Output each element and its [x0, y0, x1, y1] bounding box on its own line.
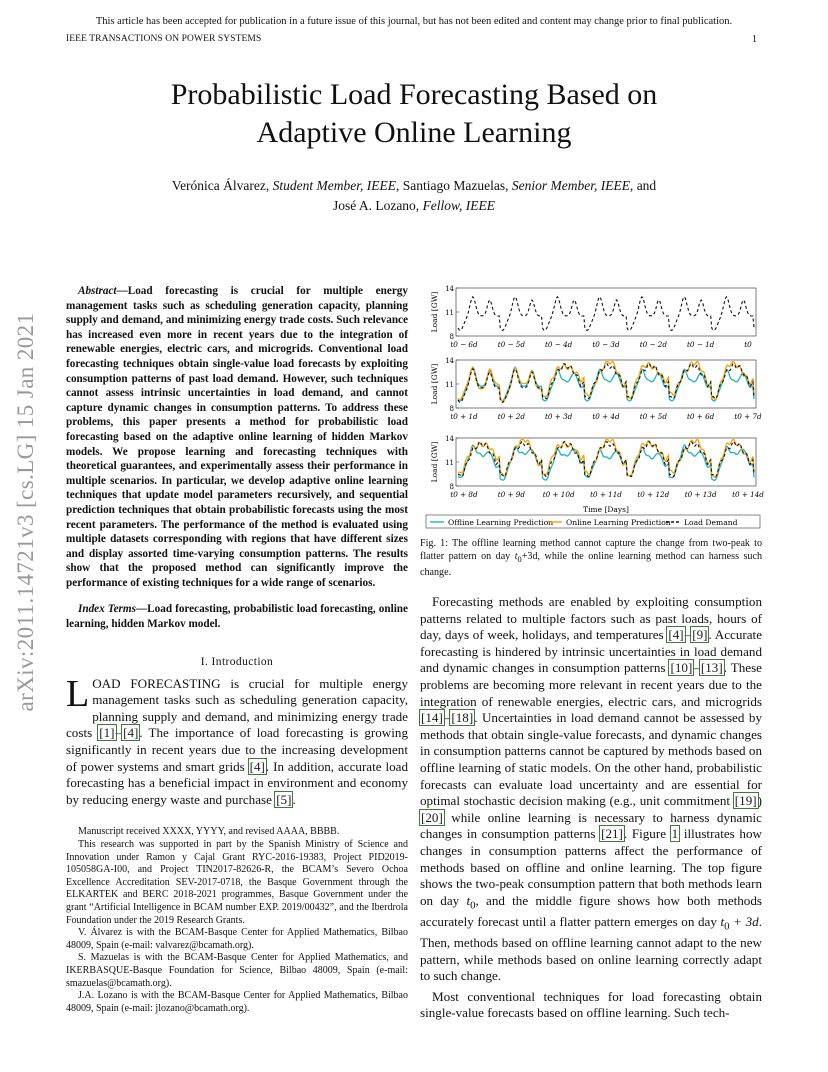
- author-list: [0, 176, 828, 216]
- x-axis-label: Time [Days]: [583, 505, 629, 514]
- body-paragraph: Most conventional techniques for load forecasting obtain single-value forecasts based on offline learning. Such tech-: [420, 988, 762, 1021]
- online-series-line: [458, 440, 754, 478]
- figure-link[interactable]: 1: [671, 826, 679, 842]
- demand-series-line: [458, 442, 754, 477]
- x-tick-label: t0 − 1d: [687, 340, 715, 349]
- x-tick-label: t0 − 5d: [497, 340, 525, 349]
- x-tick-label: t0 − 6d: [450, 340, 478, 349]
- x-tick-label: t0 + 13d: [684, 490, 717, 499]
- legend-label: Offline Learning Prediction: [448, 518, 554, 527]
- author-1: Verónica Álvarez,: [171, 178, 273, 193]
- footnotes: [66, 826, 408, 1015]
- citation-link[interactable]: [1]: [99, 725, 115, 741]
- author-2-role: Senior Member, IEEE,: [511, 178, 634, 193]
- y-tick-label: 8: [449, 483, 454, 491]
- y-tick-label: 11: [445, 381, 454, 389]
- x-tick-label: t0 + 8d: [450, 490, 478, 499]
- drop-cap: L: [66, 672, 90, 715]
- citation-link[interactable]: [10]: [670, 660, 693, 676]
- demand-series-line: [458, 297, 754, 331]
- citation-link[interactable]: [18]: [451, 710, 474, 726]
- publication-notice: This article has been accepted for publication in a future issue of this journal, but has not been edited and content may change prior to final publication.: [95, 16, 733, 27]
- x-tick-label: t0 + 3d: [545, 412, 573, 421]
- x-tick-label: t0 − 3d: [592, 340, 620, 349]
- y-tick-label: 11: [445, 459, 454, 467]
- title-line-1: Probabilistic Load Forecasting Based on: [170, 78, 658, 111]
- author-3: José A. Lozano,: [332, 198, 423, 213]
- x-tick-label: t0 + 7d: [734, 412, 762, 421]
- footnote: S. Mazuelas is with the BCAM-Basque Center for Applied Mathematics, and IKERBASQUE-Basque Foundation for Science, Bilbao 48009, Spain (e-mail: smazuelas@bcamath.org).: [66, 952, 408, 989]
- right-column: [420, 594, 762, 1022]
- citation-link[interactable]: [13]: [700, 660, 723, 676]
- citation-link[interactable]: [4]: [123, 725, 139, 741]
- section-heading: I. Introduction: [200, 655, 274, 668]
- x-tick-label: t0 + 9d: [497, 490, 525, 499]
- footnote: V. Álvarez is with the BCAM-Basque Center for Applied Mathematics, Bilbao 48009, Spain (e-mail: valvarez@bcamath.org).: [66, 927, 408, 951]
- y-tick-label: 14: [445, 435, 454, 443]
- y-axis-label: Load [GW]: [430, 363, 439, 405]
- footnote: J.A. Lozano is with the BCAM-Basque Center for Applied Mathematics, Bilbao 48009, Spain (e-mail: jlozano@bcamath.org).: [66, 990, 408, 1014]
- x-tick-label: t0 + 12d: [637, 490, 670, 499]
- intro-paragraph: LOAD FORECASTING is crucial for multiple energy management tasks such as scheduling generation capacity, planning supply and demand, and minimizing energy trade costs [1]–[4]. The importance of load forecasting is growing significantly in recent years due to the increasing development of power systems and smart grids [4]. In addition, accurate load forecasting has a beneficial impact in environment and economy by reducing energy waste and purchase [5].: [66, 672, 409, 807]
- y-tick-label: 8: [449, 333, 454, 341]
- y-axis-label: Load [GW]: [430, 441, 439, 483]
- x-tick-label: t0 − 4d: [545, 340, 573, 349]
- title-line-2: Adaptive Online Learning: [256, 116, 572, 149]
- abstract-text: —Load forecasting is crucial for multiple energy management tasks such as scheduling generation capacity, planning supply and demand, and minimizing energy trade costs. Such relevance has increased even more in recent years due to the integration of renewable energies, electric cars, and microgrids. Conventional load forecasting techniques obtain single-value load forecasts by exploiting consumption patterns of past load demand. However, such techniques cannot assess intrinsic uncertainties in load demand, and cannot capture dynamic changes in consumption patterns. To address these problems, this paper presents a method for probabilistic load forecasting based on the adaptive online learning of hidden Markov models. We propose learning and forecasting techniques with theoretical guarantees, and experimentally assess their performance in multiple scenarios. In particular, we develop adaptive online learning techniques that update model parameters recursively, and sequential prediction techniques that obtain probabilistic forecasts using the most recent parameters. The performance of the method is evaluated using multiple datasets corresponding with regions that have different sizes and display assorted time-varying consumption patterns. The results show that the proposed method can significantly improve the performance of existing techniques for a wide range of scenarios.: [66, 285, 408, 589]
- x-tick-label: t0 + 11d: [590, 490, 622, 499]
- left-column: [66, 284, 408, 1015]
- body-paragraph: Forecasting methods are enabled by exploiting consumption patterns related to multiple factors such as past loads, hours of day, days of week, holidays, and temperatures [4]–[9]. Accurate forecasting is hindered by intrinsic uncertainties in load demand and dynamic changes in consumption patterns [10]–[13]. These problems are becoming more relevant in recent years due to the integration of renewable energies, electric cars, and microgrids [14]–[18]. Uncertainties in load demand cannot be assessed by methods that obtain single-value forecasts, and dynamic changes in consumption patterns cannot be captured by methods based on offline learning of static models. On the other hand, probabilistic forecasts can evaluate load uncertainty and are essential for optimal stochastic decision making (e.g., unit commitment [19]) [20] while online learning is necessary to harness dynamic changes in consumption patterns [21]. Figure 1 illustrates how changes in consumption patterns affect the performance of methods based on offline and online learning. The top figure shows the two-peak consumption pattern that both methods learn on day $t_0$, and the middle figure shows how both methods accurately forecast until a flatter pattern emerges on day $t_0 + 3d$. Then, methods based on offline learning cannot adapt to the new pattern, while methods based on online learning correctly adapt to such change.: [420, 594, 763, 984]
- author-1-role: Student Member, IEEE,: [272, 178, 400, 193]
- citation-link[interactable]: [4]: [249, 758, 265, 774]
- index-terms-text: —Load forecasting, probabilistic load forecasting, online learning, hidden Markov model.: [66, 603, 408, 631]
- author-2: Santiago Mazuelas,: [399, 178, 512, 193]
- abstract: [66, 284, 408, 590]
- figure-1-chart: [420, 284, 764, 530]
- citation-link[interactable]: [5]: [276, 791, 292, 807]
- abstract-label: Abstract: [78, 285, 117, 297]
- legend-label: Load Demand: [684, 518, 738, 527]
- page-number: 1: [752, 34, 757, 45]
- arxiv-stamp[interactable]: [6, 262, 46, 762]
- y-tick-label: 14: [445, 285, 454, 293]
- arxiv-stamp-text[interactable]: arXiv:2011.14721v3 [cs.LG] 15 Jan 2021: [13, 312, 38, 712]
- citation-link[interactable]: [14]: [421, 710, 443, 726]
- x-tick-label: t0 + 14d: [732, 490, 764, 499]
- x-tick-label: t0 + 10d: [542, 490, 575, 499]
- x-tick-label: t0 + 5d: [639, 412, 667, 421]
- online-series-line: [458, 362, 754, 402]
- x-tick-label: t0 + 4d: [592, 412, 620, 421]
- journal-name: IEEE TRANSACTIONS ON POWER SYSTEMS: [66, 34, 262, 44]
- citation-link[interactable]: [4]: [668, 627, 684, 643]
- y-tick-label: 14: [445, 357, 454, 365]
- x-tick-label: t0: [744, 340, 752, 349]
- x-tick-label: t0 + 6d: [687, 412, 715, 421]
- x-tick-label: t0 + 1d: [450, 412, 478, 421]
- legend-label: Online Learning Prediction: [566, 518, 671, 527]
- x-tick-label: t0 + 2d: [497, 412, 525, 421]
- author-and: and: [633, 178, 657, 193]
- figure-caption: Fig. 1: The offline learning method cannot capture the change from two-peak to flatter pattern on day $t_0+3d$, while the online learning method can harness such change.: [420, 538, 763, 578]
- footnote: This research was supported in part by the Spanish Ministry of Science and Innovation under Ramon y Cajal Grant RYC-2016-19383, Project PID2019-105058GA-I00, and Project TIN2017-82626-R, the BCAM’s Severo Ochoa Excellence Accreditation SEV-2017-0718, the Basque Government through the ELKARTEK and BERC 2018-2021 programmes, Basque Government under the grant “Artificial Intelligence in BCAM number EXP. 2019/00432”, and the Iberdrola Foundation under the 2019 Research Grants.: [66, 839, 408, 926]
- x-tick-label: t0 − 2d: [639, 340, 667, 349]
- index-terms-label: Index Terms: [78, 603, 136, 616]
- paper-title: [0, 76, 828, 152]
- citation-link[interactable]: [9]: [692, 627, 708, 643]
- y-tick-label: 8: [449, 405, 454, 413]
- plot-frame: [456, 288, 756, 336]
- citation-link[interactable]: [20]: [421, 809, 443, 825]
- citation-link[interactable]: [21]: [601, 826, 623, 842]
- citation-link[interactable]: [19]: [734, 793, 757, 809]
- index-terms: [66, 602, 408, 631]
- footnote: Manuscript received XXXX, YYYY, and revised AAAA, BBBB.: [78, 826, 340, 838]
- y-axis-label: Load [GW]: [430, 291, 439, 333]
- author-3-role: Fellow, IEEE: [422, 198, 496, 213]
- y-tick-label: 11: [445, 309, 454, 317]
